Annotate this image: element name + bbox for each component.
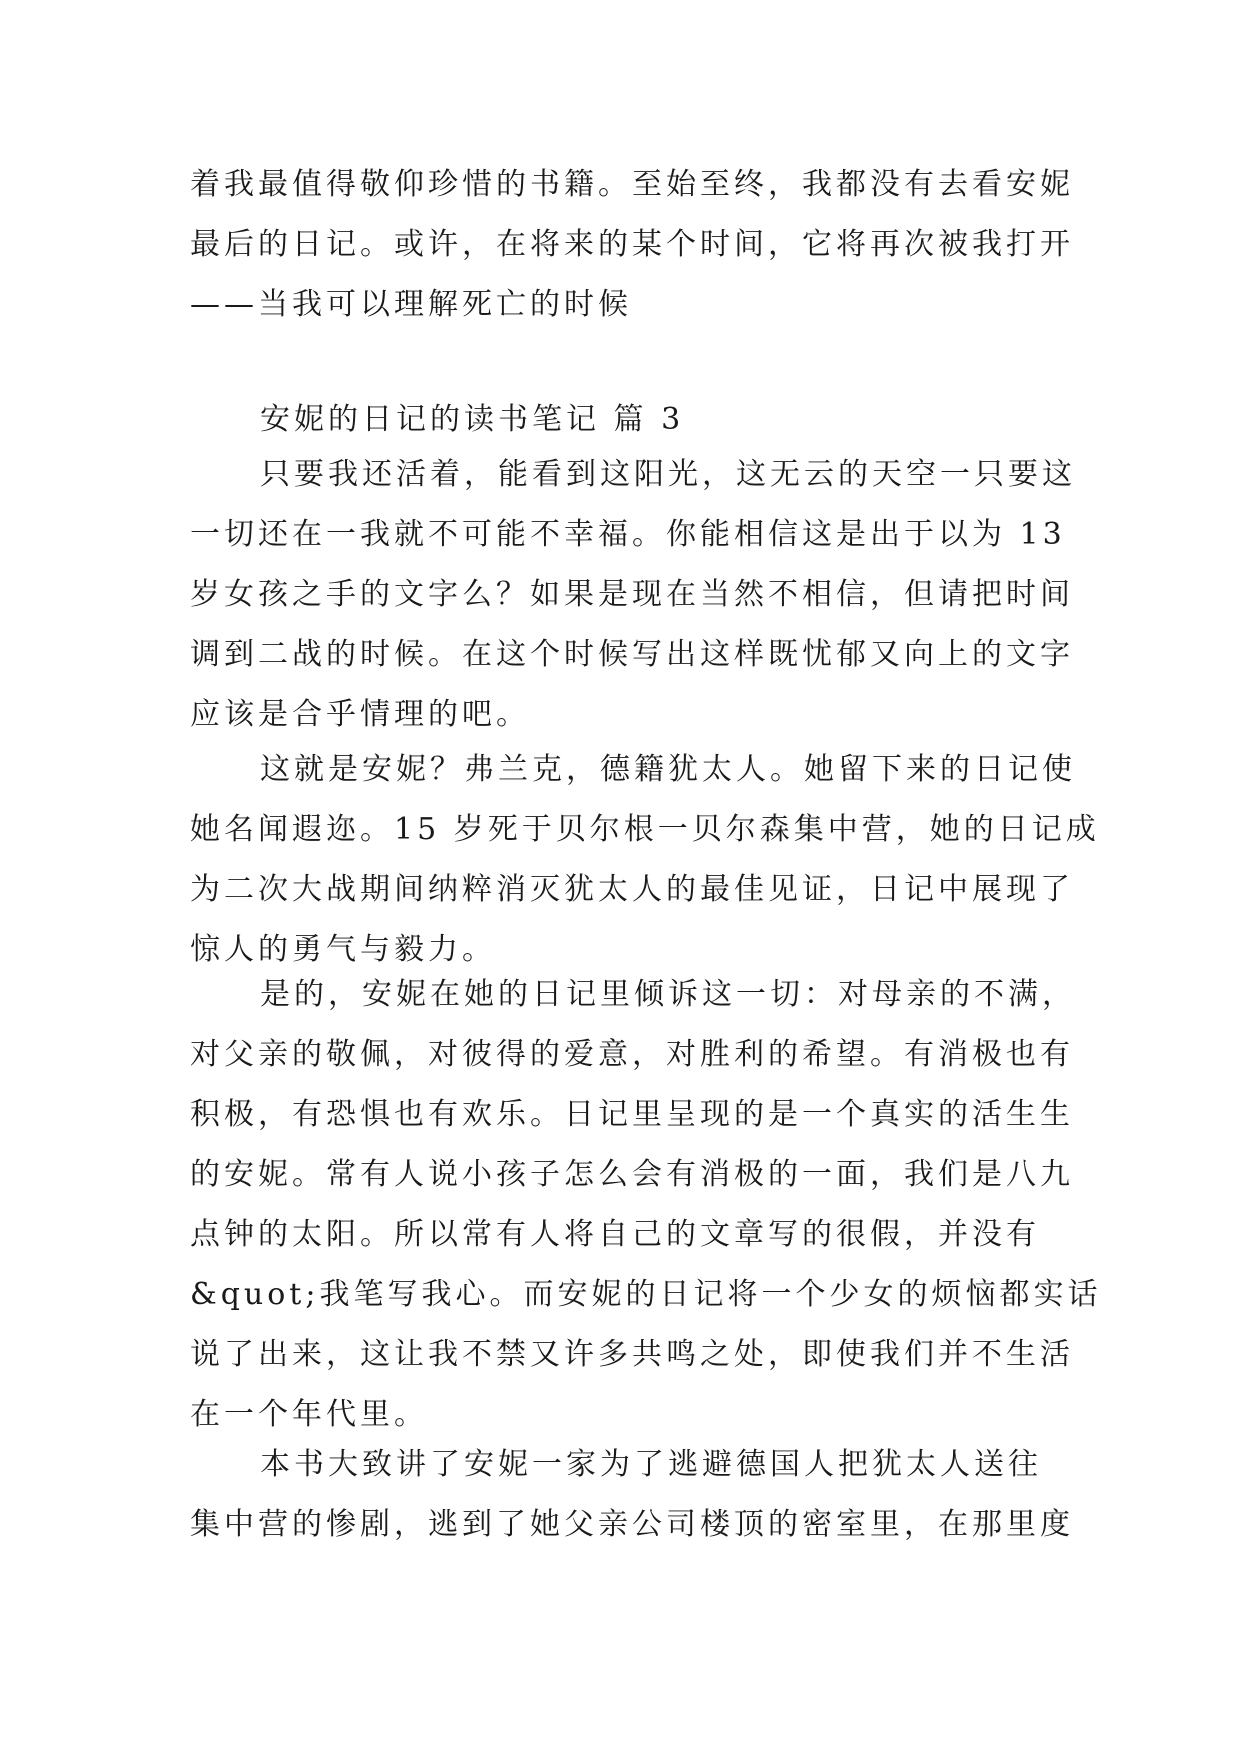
section-heading: 安妮的日记的读书笔记 篇 3 bbox=[260, 402, 685, 437]
text-line: 调到二战的时候。在这个时候写出这样既忧郁又向上的文字 bbox=[190, 637, 1074, 672]
text-line: 为二次大战期间纳粹消灭犹太人的最佳见证，日记中展现了 bbox=[190, 872, 1074, 907]
text-line: &quot;我笔写我心。而安妮的日记将一个少女的烦恼都实话 bbox=[190, 1277, 1102, 1312]
text-line: 着我最值得敬仰珍惜的书籍。至始至终，我都没有去看安妮 bbox=[190, 167, 1074, 202]
text-line: 岁女孩之手的文字么？如果是现在当然不相信，但请把时间 bbox=[190, 577, 1074, 612]
text-line: 对父亲的敬佩，对彼得的爱意，对胜利的希望。有消极也有 bbox=[190, 1037, 1074, 1072]
text-line: 最后的日记。或许，在将来的某个时间，它将再次被我打开 bbox=[190, 227, 1074, 262]
paragraph-4 bbox=[190, 1435, 1074, 1555]
continuation-paragraph bbox=[190, 155, 1074, 335]
text-line: 本书大致讲了安妮一家为了逃避德国人把犹太人送往 bbox=[260, 1447, 1042, 1482]
text-line: 惊人的勇气与毅力。 bbox=[190, 932, 496, 967]
text-line: 的安妮。常有人说小孩子怎么会有消极的一面，我们是八九 bbox=[190, 1157, 1074, 1192]
section-heading-block bbox=[190, 390, 1060, 450]
text-line: 只要我还活着，能看到这阳光，这无云的天空一只要这 bbox=[260, 457, 1076, 492]
text-line: 积极，有恐惧也有欢乐。日记里呈现的是一个真实的活生生 bbox=[190, 1097, 1074, 1132]
text-line: 这就是安妮？弗兰克，德籍犹太人。她留下来的日记使 bbox=[260, 752, 1076, 787]
text-line: 是的，安妮在她的日记里倾诉这一切：对母亲的不满， bbox=[260, 977, 1076, 1012]
text-line: 点钟的太阳。所以常有人将自己的文章写的很假，并没有 bbox=[190, 1217, 1040, 1252]
text-line: 应该是合乎情理的吧。 bbox=[190, 697, 530, 732]
text-line: ——当我可以理解死亡的时候 bbox=[190, 287, 632, 322]
paragraph-2 bbox=[190, 740, 1100, 980]
text-line: 一切还在一我就不可能不幸福。你能相信这是出于以为 13 bbox=[190, 517, 1066, 552]
text-line: 集中营的惨剧，逃到了她父亲公司楼顶的密室里，在那里度 bbox=[190, 1507, 1074, 1542]
paragraph-3 bbox=[190, 965, 1102, 1445]
text-line: 在一个年代里。 bbox=[190, 1397, 428, 1432]
text-line: 她名闻遐迩。15 岁死于贝尔根一贝尔森集中营，她的日记成 bbox=[190, 812, 1100, 847]
text-line: 说了出来，这让我不禁又许多共鸣之处，即使我们并不生活 bbox=[190, 1337, 1074, 1372]
paragraph-1 bbox=[190, 445, 1076, 745]
